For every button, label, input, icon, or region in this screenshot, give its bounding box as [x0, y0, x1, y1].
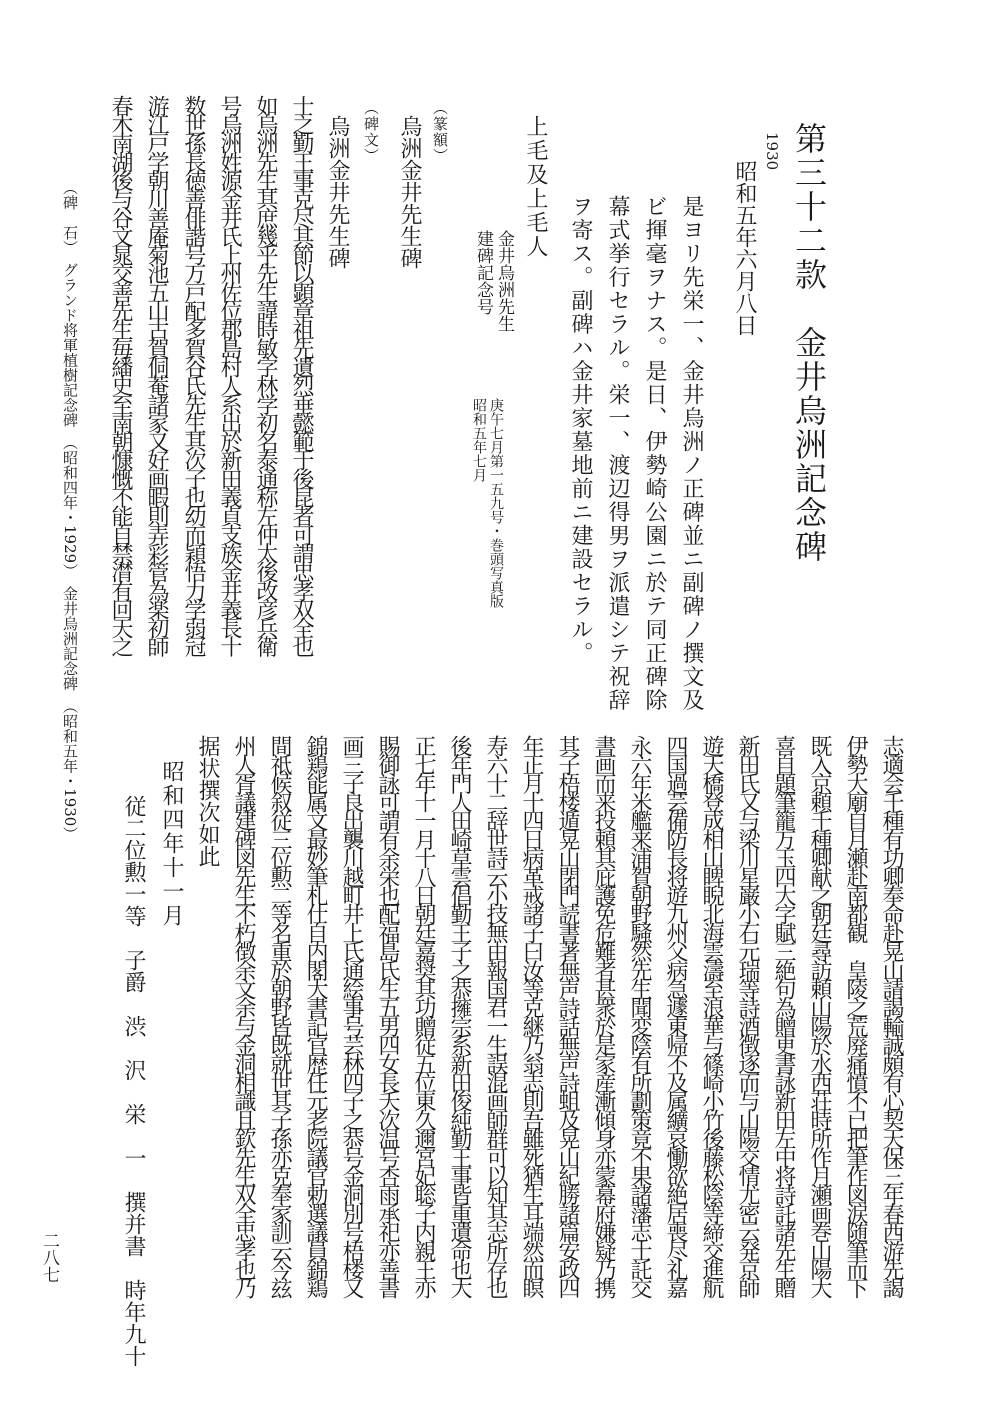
- inscription-line: 志適会千種有功卿奉命赴晃山請謁輸誠頗有心契天保三年春西游先謁: [879, 735, 904, 1297]
- inscription-line: 州人胥議建碑図先生不朽徴余文余与金洞相識且欽先生双全忠孝也乃: [231, 735, 256, 1297]
- inscription-line: 書画而来投頼其庇護免危難者甚衆於是家産漸傾身亦蒙幕府嫌疑乃携: [591, 735, 616, 1297]
- source-title: 上毛及上毛人: [523, 115, 548, 259]
- intro-line: 幕式挙行セラル。栄一、渡辺得男ヲ派遣シテ祝辞: [605, 195, 630, 712]
- year-label: 1930: [763, 132, 781, 171]
- hibun-heading: （碑文）: [362, 100, 380, 164]
- inscription-line: 錦鶏能属文最妙筆札仕自内閣大書記官歴任元老院議官勅選議員錦鶏: [303, 735, 328, 1297]
- inscription-line: 間祗候叙従三位勲二等名重於朝野皆既就世其子孫亦克奉家訓云今玆: [267, 735, 292, 1297]
- inscription-line: 数世孫長徳善俳諧号万戸配多賀谷氏先生其次子也幼而穎悟力学弱冠: [181, 95, 206, 655]
- tenkaku-text: 烏洲金井先生碑: [397, 115, 422, 269]
- intro-line: ヲ寄ス。副碑ハ金井家墓地前ニ建設セラル。: [568, 195, 593, 665]
- inscription-line: 正七年十一月十八日朝廷嘉奨其功贈従五位東久邇宮妃聡子内親王亦: [411, 735, 436, 1297]
- inscription-line: 春木南湖後与谷文晁交善先生毎繙史至南朝慷慨不能自禁潸有回天之: [108, 95, 133, 655]
- inscription-line: 永六年米艦来浦賀朝野騒然先生聞変陰有所劃策竟不果諸藩志士託交: [627, 735, 652, 1297]
- inscription-line: 士之勤王事克尽其節以顕章祖先遺烈垂懿範于後昆者可謂忠孝双全也: [289, 95, 314, 655]
- inscription-line: 既入京頼千種卿献之朝廷尋訪頼山陽於水西荘時所作月瀬画巻山陽大: [807, 735, 832, 1297]
- inscription-date: 昭和四年十一月: [159, 760, 184, 928]
- intro-line: ビ揮毫ヲナス。是日、伊勢崎公園ニ於テ同正碑除: [642, 195, 667, 712]
- inscription-line: 後年門人田崎草雲倡勤王子之恭擁宗系新田俊純勤王事皆重遺命也大: [447, 735, 472, 1297]
- page-number: 二八七: [39, 1232, 59, 1283]
- source-article: 金井烏洲先生: [494, 230, 514, 332]
- inscription-line: 寿六十二辞世詩云小技無由報国君一生誤混画師群可以知其志所存也: [483, 735, 508, 1297]
- event-date: 昭和五年六月八日: [732, 160, 757, 336]
- inscription-line: 喜自題筆籠万玉四大字賦三絶句為贈更書詠新田左中将詩託諸先生贈: [771, 735, 796, 1297]
- inscription-line: 游江戸学朝川善庵菊池五山古賀侗菴諸家又好画暇則弄彩管為楽初師: [144, 95, 169, 655]
- source-date: 昭和五年七月: [471, 398, 487, 482]
- inscription-line: 新田氏又与梁川星巌小石元瑞等詩酒徴逐而与山陽交情尤密云発京師: [735, 735, 760, 1297]
- inscription-line: 其子梧楼遁晃山閉門読書著無声詩話無声詩蛆及晃山紀勝諸篇安政四: [555, 735, 580, 1297]
- source-article: 建碑記念号: [473, 230, 493, 315]
- hibun-title: 烏洲金井先生碑: [325, 115, 350, 269]
- inscription-line: 年正月十四日病革戒諸子曰汝等克継乃翁志則吾雖死猶生耳端然而瞑: [519, 735, 544, 1297]
- signature: 従二位勲一等 子爵 渋 沢 栄 一 撰并書 時年九十: [121, 795, 146, 1367]
- inscription-line: 遊天橋登成相山睥睨北海雲濤至浪華与篠崎小竹後藤松陰等締交進航: [699, 735, 724, 1297]
- inscription-line: 賜御詠可謂有余栄也配福島氏生五男四女長夭次温号杏雨承祀亦善書: [375, 735, 400, 1297]
- inscription-line: 伊勢大廟自月瀬赴南都観 皇陵之荒廃痛憤不已把筆作図涙随筆而下: [843, 735, 868, 1297]
- intro-line: 是ヨリ先栄一、金井烏洲ノ正碑並ニ副碑ノ撰文及: [679, 195, 704, 712]
- inscription-line: 据状撰次如此: [195, 735, 220, 867]
- source-issue: 庚午七月第一五九号・巻頭写真版: [488, 398, 504, 608]
- inscription-line: 如烏洲先生其庶幾乎先生諱時敏字林学初名泰通称左仲太後改彦兵衛: [253, 95, 278, 655]
- inscription-line: 画三子良出襲川越町井上氏通絵事号芸林四子之恭号金洞別号梧楼又: [339, 735, 364, 1297]
- inscription-line: 号烏洲姓源金井氏上州佐位郡島村人系出於新田義貞支族金井義長十: [217, 95, 242, 655]
- section-title: 第三十二款 金井烏洲記念碑: [790, 122, 828, 564]
- running-footer: （碑 石） グランド将軍植樹記念碑 （昭和四年・1929） 金井烏洲記念碑 （昭和五年・1930）: [61, 180, 79, 842]
- inscription-line: 四国過芸備防長将遊九州父病急遽東帰不及属纊哀慟欲絶居喪尽礼嘉: [663, 735, 688, 1297]
- tenkaku-heading: （篆額）: [431, 100, 449, 164]
